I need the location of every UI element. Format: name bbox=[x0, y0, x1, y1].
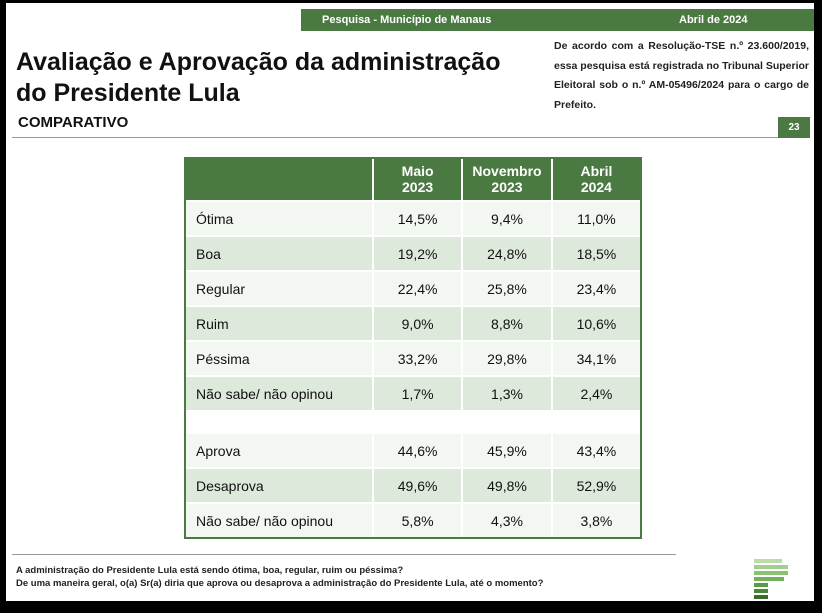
table-cell: 18,5% bbox=[552, 236, 641, 271]
table-cell: 33,2% bbox=[373, 341, 462, 376]
table-cell: 24,8% bbox=[462, 236, 552, 271]
row-label: Não sabe/ não opinou bbox=[185, 376, 373, 411]
table-cell: 45,9% bbox=[462, 433, 552, 468]
survey-questions bbox=[16, 564, 543, 590]
page-title-line1: Avaliação e Aprovação da administração bbox=[16, 48, 501, 76]
legal-note: De acordo com a Resolução-TSE n.º 23.600/2019, essa pesquisa está registrada no Tribunal Superior Eleitoral sob o n.º AM-05496/2024 para o cargo de Prefeito. bbox=[554, 40, 810, 111]
table-cell: 4,3% bbox=[462, 503, 552, 538]
slide bbox=[6, 3, 814, 601]
table-header-blank bbox=[185, 157, 373, 201]
table-cell: 44,6% bbox=[373, 433, 462, 468]
column-header: Abril 2024 bbox=[552, 157, 641, 201]
table-row bbox=[185, 468, 641, 503]
table-cell: 10,6% bbox=[552, 306, 641, 341]
table-cell: 22,4% bbox=[373, 271, 462, 306]
table-header-row bbox=[185, 157, 641, 201]
table-row bbox=[185, 236, 641, 271]
table-row bbox=[185, 271, 641, 306]
question-approval: De uma maneira geral, o(a) Sr(a) diria que aprova ou desaprova a administração do Presidente Lula, até o momento? bbox=[16, 578, 544, 589]
row-label: Boa bbox=[185, 236, 373, 271]
survey-date: Abril de 2024 bbox=[679, 14, 748, 26]
row-label: Aprova bbox=[185, 433, 373, 468]
table-cell: 52,9% bbox=[552, 468, 641, 503]
column-header: Maio 2023 bbox=[373, 157, 462, 201]
table-cell: 43,4% bbox=[552, 433, 641, 468]
pollster-p-logo-icon bbox=[754, 559, 790, 601]
question-evaluation: A administração do Presidente Lula está sendo ótima, boa, regular, ruim ou péssima? bbox=[16, 565, 404, 576]
row-label: Péssima bbox=[185, 341, 373, 376]
row-label: Ruim bbox=[185, 306, 373, 341]
survey-name: Pesquisa - Município de Manaus bbox=[322, 14, 492, 26]
table-row bbox=[185, 306, 641, 341]
column-header: Novembro 2023 bbox=[462, 157, 552, 201]
table-cell: 2,4% bbox=[552, 376, 641, 411]
page-title-line2: do Presidente Lula bbox=[16, 79, 240, 107]
table-cell: 5,8% bbox=[373, 503, 462, 538]
page-subtitle: COMPARATIVO bbox=[18, 114, 129, 131]
table-cell: 1,7% bbox=[373, 376, 462, 411]
page-title bbox=[16, 47, 546, 109]
table-row bbox=[185, 433, 641, 468]
header-divider bbox=[12, 137, 778, 138]
table-cell: 25,8% bbox=[462, 271, 552, 306]
table-cell: 14,5% bbox=[373, 201, 462, 236]
table-cell: 11,0% bbox=[552, 201, 641, 236]
page-number-badge: 23 bbox=[778, 117, 810, 138]
table-cell: 9,0% bbox=[373, 306, 462, 341]
table-cell: 49,8% bbox=[462, 468, 552, 503]
row-label: Ótima bbox=[185, 201, 373, 236]
table-row bbox=[185, 341, 641, 376]
table-row bbox=[185, 503, 641, 538]
table-cell: 23,4% bbox=[552, 271, 641, 306]
row-label: Não sabe/ não opinou bbox=[185, 503, 373, 538]
table-cell: 29,8% bbox=[462, 341, 552, 376]
table-cell: 3,8% bbox=[552, 503, 641, 538]
table-row bbox=[185, 376, 641, 411]
header-bar bbox=[301, 9, 814, 31]
comparison-table bbox=[184, 157, 642, 539]
table-cell: 8,8% bbox=[462, 306, 552, 341]
table-row bbox=[185, 201, 641, 236]
table-cell: 1,3% bbox=[462, 376, 552, 411]
table-cell: 49,6% bbox=[373, 468, 462, 503]
footer-divider bbox=[12, 554, 676, 555]
table-cell: 19,2% bbox=[373, 236, 462, 271]
row-label: Desaprova bbox=[185, 468, 373, 503]
table-section-separator bbox=[185, 411, 641, 433]
row-label: Regular bbox=[185, 271, 373, 306]
table-cell: 9,4% bbox=[462, 201, 552, 236]
table-cell: 34,1% bbox=[552, 341, 641, 376]
